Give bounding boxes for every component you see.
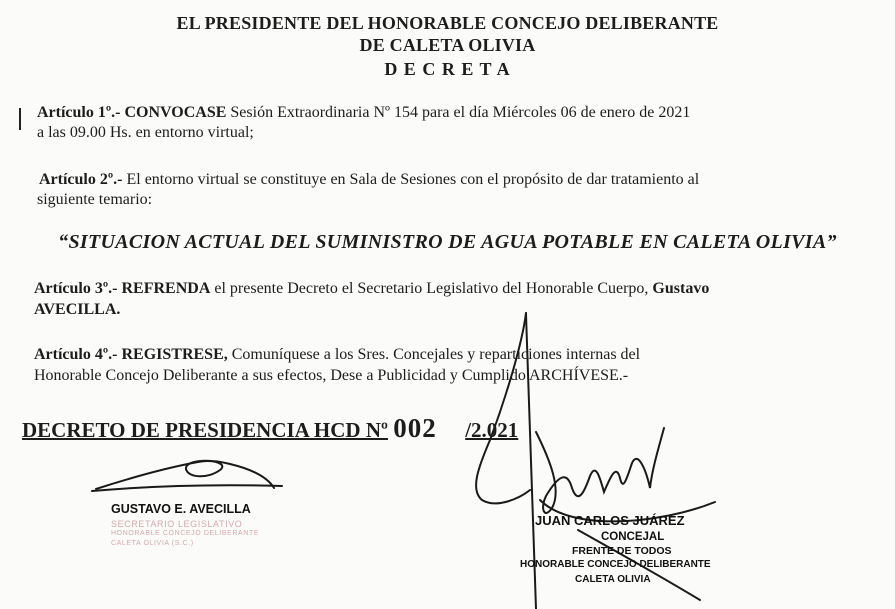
decree-number: 002	[393, 413, 437, 443]
article-3-line-2: AVECILLA.	[34, 301, 121, 318]
article-1-line-2: a las 09.00 Hs. en entorno virtual;	[37, 124, 254, 141]
header-line-1: EL PRESIDENTE DEL HONORABLE CONCEJO DELIBERANTE	[176, 13, 719, 33]
right-stamp-party: FRENTE DE TODOS	[572, 545, 672, 557]
article-2-line-2: siguiente temario:	[37, 191, 153, 208]
header-line-2: DE CALETA OLIVIA	[359, 35, 536, 55]
article-3-name-1: Gustavo	[652, 280, 710, 297]
decree-suffix: /2.021	[465, 418, 519, 442]
article-2-label: Artículo 2º.-	[39, 171, 123, 188]
right-stamp-name: JUAN CARLOS JUÁREZ	[535, 513, 685, 528]
article-3-label: Artículo 3º.-	[34, 280, 118, 297]
right-stamp-body: HONORABLE CONCEJO DELIBERANTE	[520, 559, 711, 570]
left-stamp-faded-3: CALETA OLIVIA (S.C.)	[111, 540, 194, 547]
left-stamp-faded-2: HONORABLE CONCEJO DELIBERANTE	[111, 530, 260, 537]
article-1-label: Artículo 1º.-	[37, 104, 121, 121]
article-3-text-1: el presente Decreto el Secretario Legislativo del Honorable Cuerpo,	[214, 280, 649, 297]
article-4-label: Artículo 4º.-	[34, 346, 118, 363]
article-4-keyword: REGISTRESE,	[121, 346, 228, 363]
temario: “SITUACION ACTUAL DEL SUMINISTRO DE AGUA POTABLE EN CALETA OLIVIA”	[58, 231, 837, 253]
decree-prefix: DECRETO DE PRESIDENCIA HCD Nº	[22, 418, 388, 442]
article-2-text-1: El entorno virtual se constituye en Sala de Sesiones con el propósito de dar tratamiento al	[126, 171, 700, 188]
right-stamp-title: CONCEJAL	[601, 531, 665, 543]
article-1-text-1: Sesión Extraordinaria Nº 154 para el día Miércoles 06 de enero de 2021	[230, 104, 691, 121]
article-4-text-1: Comuníquese a los Sres. Concejales y reparticiones internas del	[231, 346, 641, 363]
left-stamp-name: GUSTAVO E. AVECILLA	[111, 502, 251, 516]
article-1-keyword: CONVOCASE	[124, 104, 227, 121]
article-3-keyword: REFRENDA	[121, 280, 211, 297]
header-decreta: D E C R E T A	[384, 59, 511, 79]
article-4-line-2: Honorable Concejo Deliberante a sus efectos, Dese a Publicidad y Cumplido ARCHÍVESE.-	[34, 367, 629, 384]
left-stamp-faded-1: SECRETARIO LEGISLATIVO	[111, 519, 243, 529]
right-stamp-city: CALETA OLIVIA	[575, 574, 651, 585]
